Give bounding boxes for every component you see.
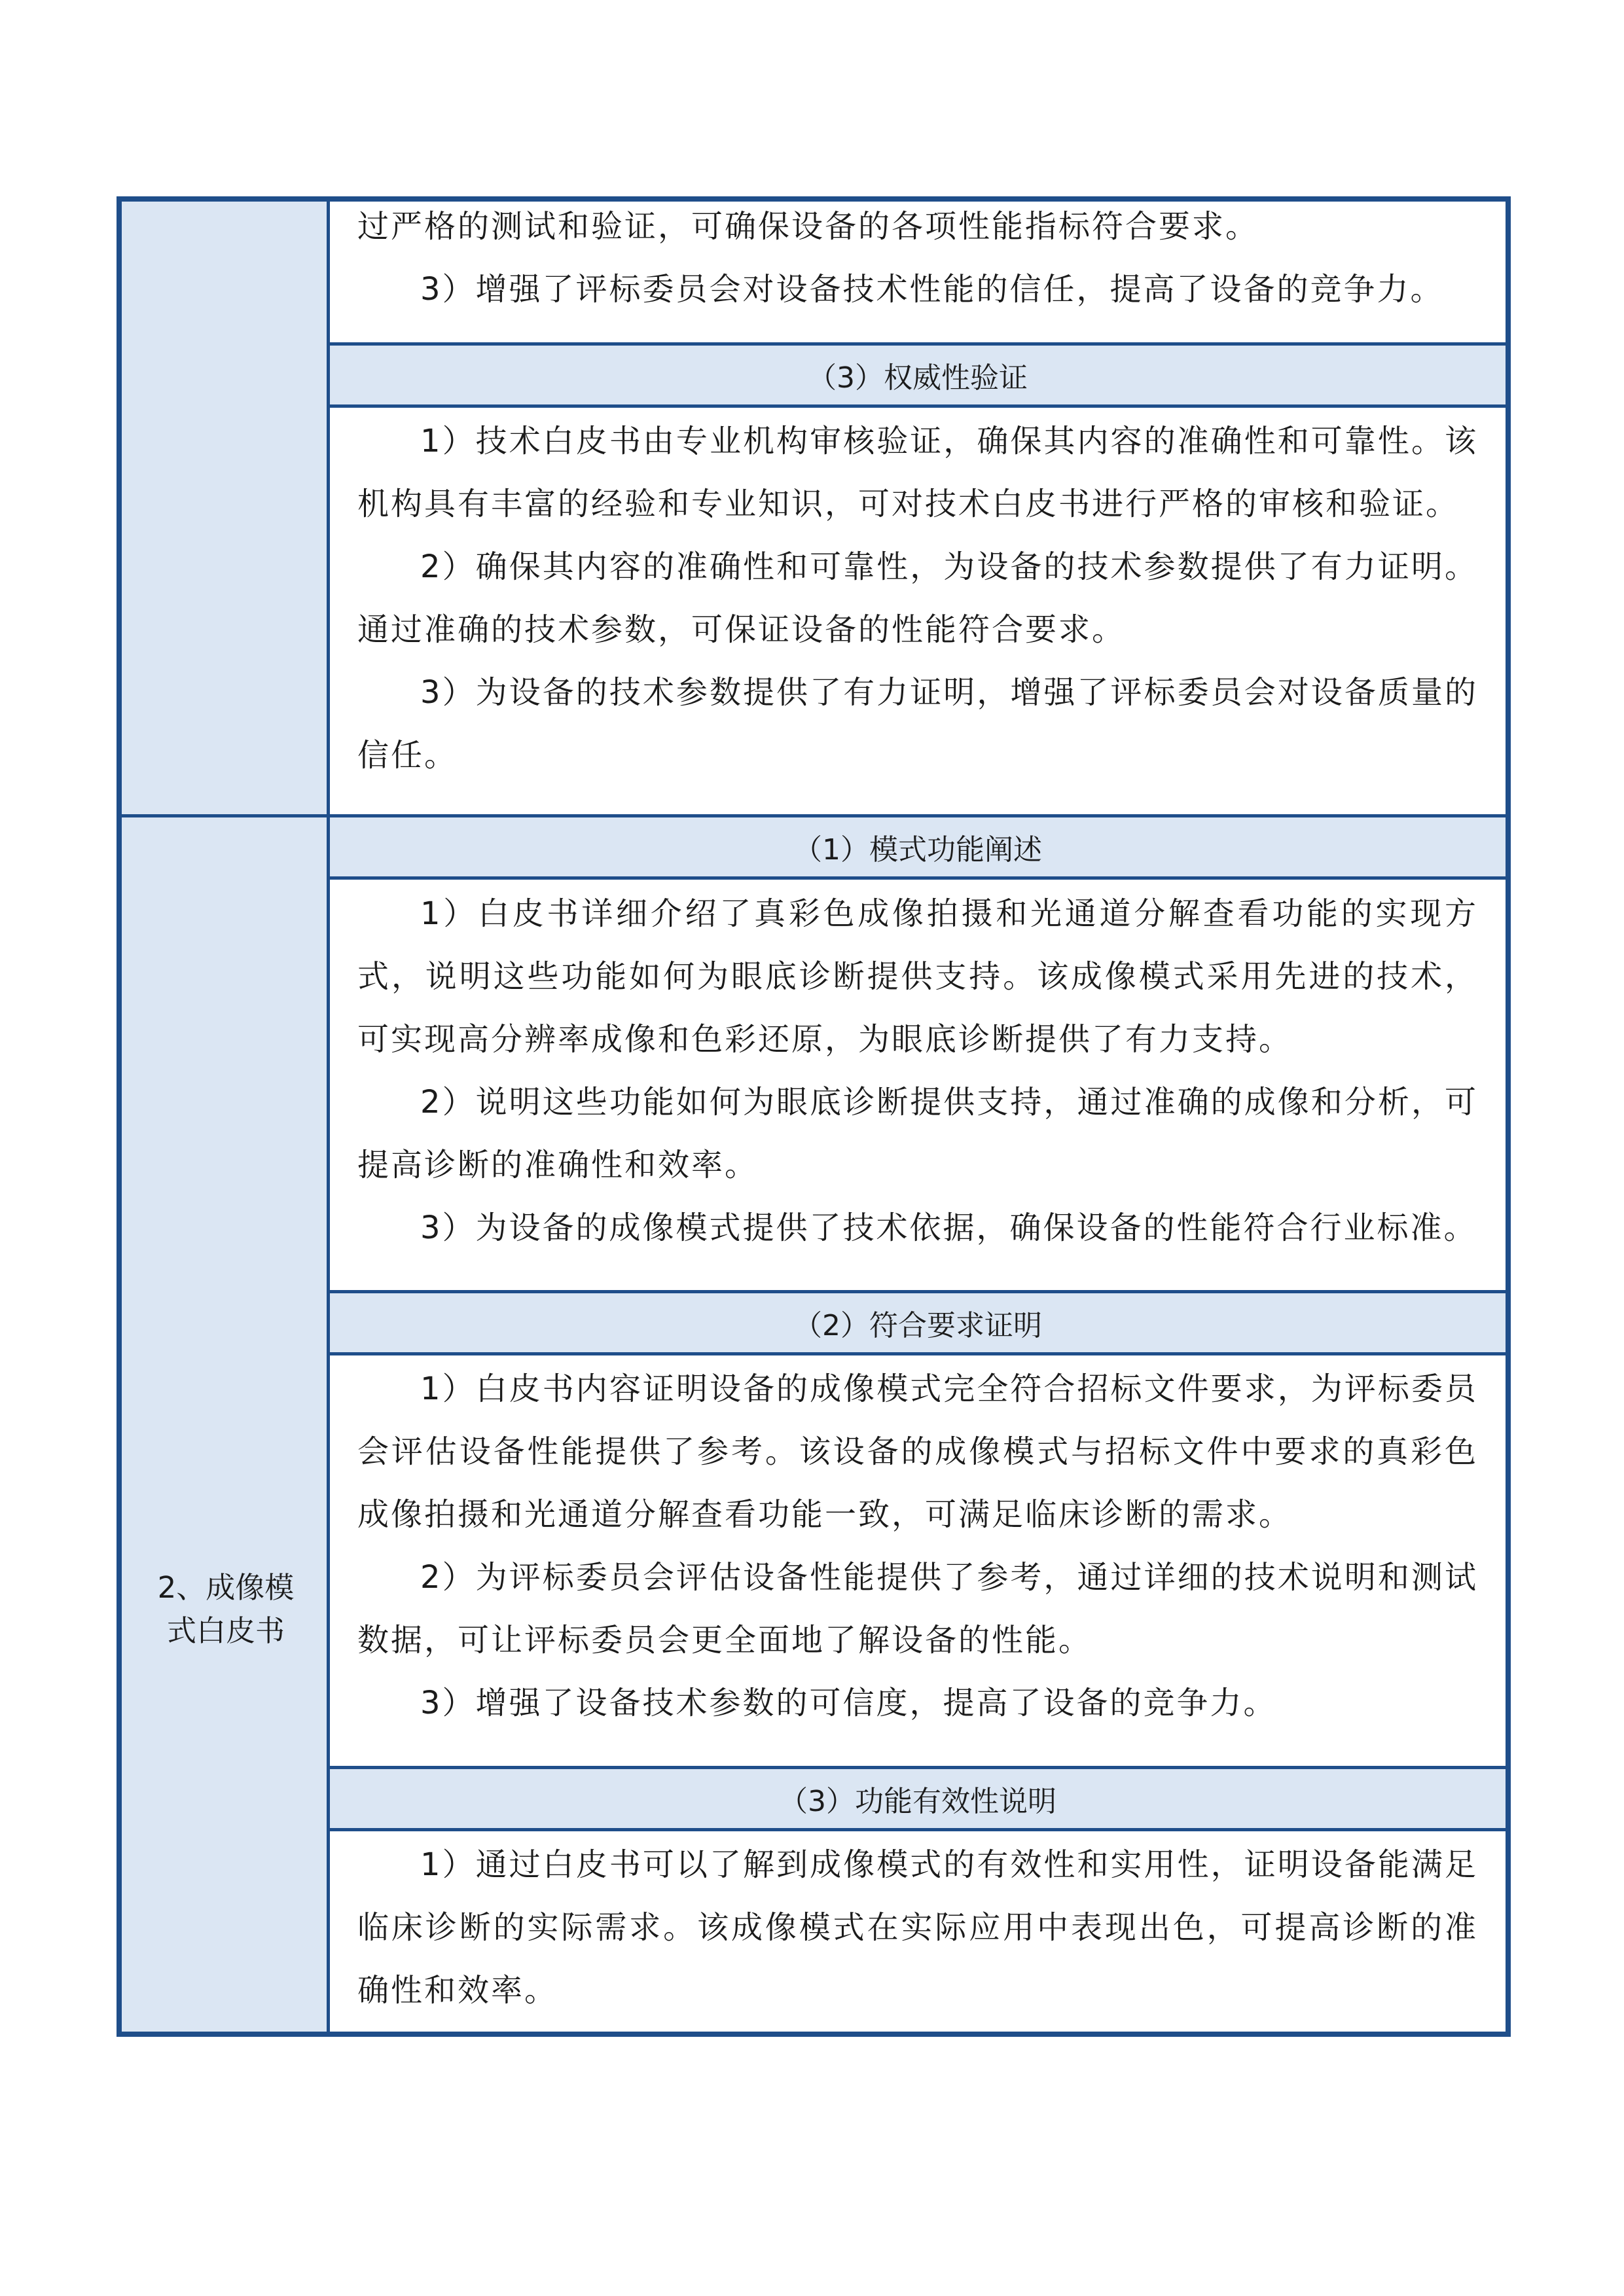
- paragraph: 1）通过白皮书可以了解到成像模式的有效性和实用性，证明设备能满足临床诊断的实际需求。该成像模式在实际应用中表现出色，可提高诊断的准确性和效率。: [357, 1846, 1478, 2009]
- row2-section3-body: [357, 1833, 1478, 2022]
- row1-continued-point3: 3）增强了评标委员会对设备技术性能的信任，提高了设备的竞争力。: [420, 271, 1444, 308]
- paragraph: 2）为评标委员会评估设备性能提供了参考，通过详细的技术说明和测试数据，可让评标委员会更全面地了解设备的性能。: [357, 1559, 1478, 1659]
- row1-section3-title: （3）权威性验证: [808, 361, 1028, 395]
- paragraph: 1）白皮书详细介绍了真彩色成像拍摄和光通道分解查看功能的实现方式，说明这些功能如何为眼底诊断提供支持。该成像模式采用先进的技术，可实现高分辨率成像和色彩还原，为眼底诊断提供了有力支持。: [357, 895, 1478, 1058]
- row-divider: [122, 814, 330, 817]
- row2-label-line1: 2、成像模: [157, 1570, 295, 1605]
- row2-section2-title: （2）符合要求证明: [793, 1309, 1042, 1342]
- row2-section1-header: [330, 814, 1506, 880]
- content-table: [117, 196, 1511, 2037]
- row2-label-line2: 式白皮书: [166, 1613, 285, 1648]
- row2-section1-title: （1）模式功能阐述: [793, 833, 1042, 867]
- left-label-column: [122, 202, 330, 2032]
- row2-section2-header: [330, 1290, 1506, 1355]
- paragraph: 3）为设备的技术参数提供了有力证明，增强了评标委员会对设备质量的信任。: [357, 674, 1478, 774]
- paragraph: 2）确保其内容的准确性和可靠性，为设备的技术参数提供了有力证明。通过准确的技术参数，可保证设备的性能符合要求。: [357, 548, 1478, 648]
- paragraph: 2）说明这些功能如何为眼底诊断提供支持，通过准确的成像和分析，可提高诊断的准确性和效率。: [357, 1084, 1478, 1183]
- paragraph: 1）技术白皮书由专业机构审核验证，确保其内容的准确性和可靠性。该机构具有丰富的经验和专业知识，可对技术白皮书进行严格的审核和验证。: [357, 423, 1478, 522]
- row2-section2-body: [357, 1357, 1478, 1734]
- row2-section3-title: （3）功能有效性说明: [779, 1785, 1056, 1818]
- row2-label: [122, 1566, 330, 1653]
- paragraph: 3）为设备的成像模式提供了技术依据，确保设备的性能符合行业标准。: [420, 1210, 1477, 1246]
- row1-section3-body: [357, 410, 1478, 787]
- row1-section3-header: [330, 342, 1506, 408]
- paragraph: 1）白皮书内容证明设备的成像模式完全符合招标文件要求，为评标委员会评估设备性能提供了参考。该设备的成像模式与招标文件中要求的真彩色成像拍摄和光通道分解查看功能一致，可满足临床诊断的需求。: [357, 1371, 1478, 1533]
- paragraph: 3）增强了设备技术参数的可信度，提高了设备的竞争力。: [420, 1685, 1277, 1721]
- row2-section3-header: [330, 1766, 1506, 1831]
- right-content-column: [330, 202, 1506, 2032]
- row2-section1-body: [357, 882, 1478, 1259]
- row1-continued-block: [357, 195, 1478, 321]
- row1-continued-line: 过严格的测试和验证，可确保设备的各项性能指标符合要求。: [357, 208, 1259, 245]
